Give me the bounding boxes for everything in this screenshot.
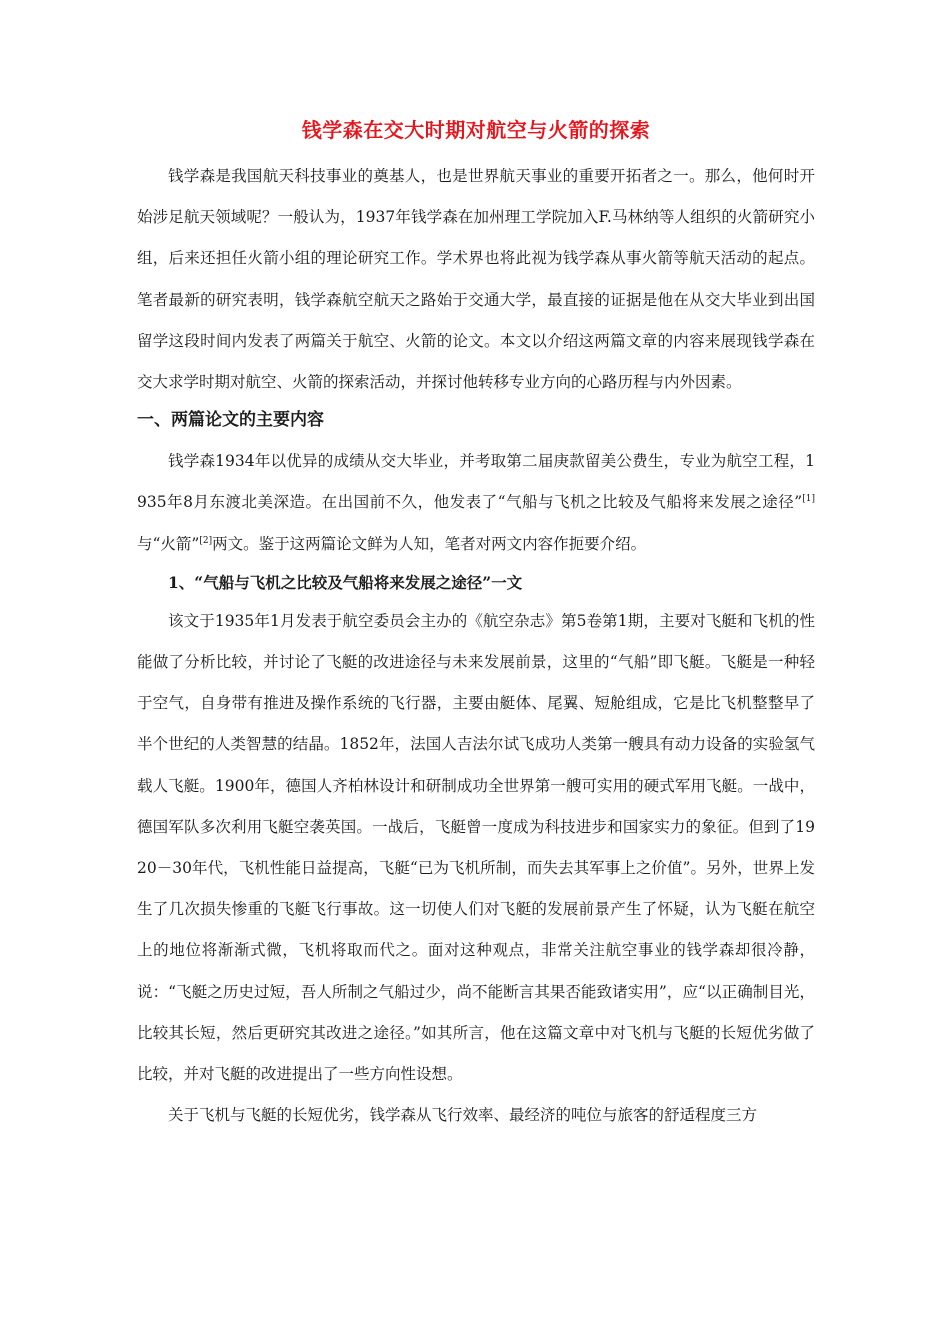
- subsection1-paragraph: 该文于1935年1月发表于航空委员会主办的《航空杂志》第5卷第1期，主要对飞艇和飞机的性能做了分析比较，并讨论了飞艇的改进途径与未来发展前景，这里的“气船”即飞艇。飞艇是一种轻于空气，自身带有推进及操作系统的飞行器，主要由艇体、尾翼、短舱组成，它是比飞机整整早了半个世纪的人类智慧的结晶。1852年，法国人吉法尔试飞成功人类第一艘具有动力设备的实验氢气载人飞艇。1900年，德国人齐柏林设计和研制成功全世界第一艘可实用的硬式军用飞艇。一战中，德国军队多次利用飞艇空袭英国。一战后，飞艇曾一度成为科技进步和国家实力的象征。但到了1920－30年代，飞机性能日益提高，飞艇“已为飞机所制，而失去其军事上之价值”。另外，世界上发生了几次损失惨重的飞艇飞行事故。这一切使人们对飞艇的发展前景产生了怀疑，认为飞艇在航空上的地位将渐渐式微，飞机将取而代之。面对这种观点，非常关注航空事业的钱学森却很冷静，说：“飞艇之历史过短，吾人所制之气船过少，尚不能断言其果否能致诸实用”，应“以正确制目光，比较其长短，然后更研究其改进之途径。”如其所言，他在这篇文章中对飞机与飞艇的长短优劣做了比较，并对飞艇的改进提出了一些方向性设想。: [137, 611, 815, 1084]
- paragraph-text: 两文。鉴于这两篇论文鲜为人知，笔者对两文内容作扼要介绍。: [212, 534, 647, 553]
- reference-marker: [2]: [199, 535, 213, 546]
- document-page: [137, 110, 815, 1136]
- paragraph-text: 钱学森1934年以优异的成绩从交大毕业，并考取第二届庚款留美公费生，专业为航空工程，1935年8月东渡北美深造。在出国前不久，他发表了“气船与飞机之比较及气船将来发展之途径”: [137, 452, 815, 512]
- document-title: 钱学森在交大时期对航空与火箭的探索: [301, 118, 651, 142]
- subsection-heading: 1、“气船与飞机之比较及气船将来发展之途径”一文: [168, 572, 523, 592]
- section1-paragraph: [137, 441, 815, 565]
- intro-paragraph: 钱学森是我国航天科技事业的奠基人，也是世界航天事业的重要开拓者之一。那么，他何时开始涉足航天领域呢？一般认为，1937年钱学森在加州理工学院加入F.马林纳等人组织的火箭研究小组，后来还担任火箭小组的理论研究工作。学术界也将此视为钱学森从事火箭等航天活动的起点。笔者最新的研究表明，钱学森航空航天之路始于交通大学，最直接的证据是他在从交大毕业到出国留学这段时间内发表了两篇关于航空、火箭的论文。本文以介绍这两篇文章的内容来展现钱学森在交大求学时期对航空、火箭的探索活动，并探讨他转移专业方向的心路历程与内外因素。: [137, 167, 815, 392]
- subsection1-paragraph-continued: 关于飞机与飞艇的长短优劣，钱学森从飞行效率、最经济的吨位与旅客的舒适程度三方: [168, 1106, 758, 1125]
- reference-marker: [1]: [802, 494, 815, 505]
- section-heading: 一、两篇论文的主要内容: [137, 410, 324, 431]
- paragraph-text: 与“火箭”: [137, 534, 200, 553]
